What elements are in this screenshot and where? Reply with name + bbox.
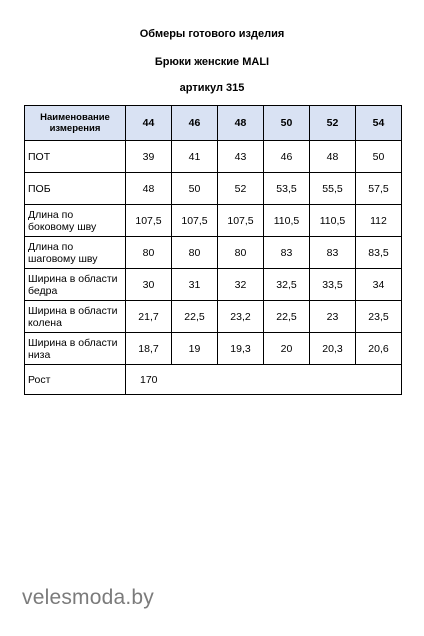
row-value: 19 [172, 333, 218, 365]
header-size: 52 [310, 106, 356, 141]
row-value: 20,6 [356, 333, 402, 365]
product-name: Брюки женские MALI [154, 56, 270, 68]
table-row [25, 269, 402, 301]
row-value: 50 [172, 173, 218, 205]
row-value: 23,2 [218, 301, 264, 333]
row-value: 83 [264, 237, 310, 269]
header-size: 44 [126, 106, 172, 141]
row-measurement-name: Рост [25, 365, 126, 395]
article-number: артикул 315 [179, 82, 245, 94]
row-value: 32,5 [264, 269, 310, 301]
row-measurement-name: Длина по боковому шву [25, 205, 126, 237]
row-measurement-name: Ширина в области бедра [25, 269, 126, 301]
row-measurement-name: ПОБ [25, 173, 126, 205]
row-value: 107,5 [172, 205, 218, 237]
table-row-height [25, 365, 402, 395]
row-value: 83,5 [356, 237, 402, 269]
row-value: 32 [218, 269, 264, 301]
table-row [25, 333, 402, 365]
row-measurement-name: ПОТ [25, 141, 126, 173]
row-value: 18,7 [126, 333, 172, 365]
measurements-table [24, 105, 402, 395]
row-measurement-name: Ширина в области низа [25, 333, 126, 365]
row-value: 52 [218, 173, 264, 205]
table-row [25, 205, 402, 237]
row-value: 22,5 [264, 301, 310, 333]
row-value: 33,5 [310, 269, 356, 301]
row-value: 112 [356, 205, 402, 237]
row-value: 23 [310, 301, 356, 333]
row-value: 107,5 [218, 205, 264, 237]
row-value: 48 [126, 173, 172, 205]
row-value: 110,5 [310, 205, 356, 237]
height-value: 170 [126, 365, 402, 395]
table-row [25, 173, 402, 205]
row-value: 30 [126, 269, 172, 301]
row-value: 110,5 [264, 205, 310, 237]
table-row [25, 237, 402, 269]
row-value: 48 [310, 141, 356, 173]
row-value: 34 [356, 269, 402, 301]
header-size: 46 [172, 106, 218, 141]
row-value: 83 [310, 237, 356, 269]
row-value: 20 [264, 333, 310, 365]
header-measurement-name: Наименование измерения [25, 106, 126, 141]
table-header-row [25, 106, 402, 141]
row-value: 80 [172, 237, 218, 269]
row-value: 107,5 [126, 205, 172, 237]
row-value: 22,5 [172, 301, 218, 333]
header-size: 50 [264, 106, 310, 141]
row-measurement-name: Ширина в области колена [25, 301, 126, 333]
row-value: 21,7 [126, 301, 172, 333]
row-value: 43 [218, 141, 264, 173]
row-value: 19,3 [218, 333, 264, 365]
header-size: 54 [356, 106, 402, 141]
row-value: 46 [264, 141, 310, 173]
row-value: 41 [172, 141, 218, 173]
row-value: 31 [172, 269, 218, 301]
table-row [25, 301, 402, 333]
row-value: 20,3 [310, 333, 356, 365]
row-measurement-name: Длина по шаговому шву [25, 237, 126, 269]
row-value: 80 [218, 237, 264, 269]
row-value: 55,5 [310, 173, 356, 205]
row-value: 57,5 [356, 173, 402, 205]
row-value: 23,5 [356, 301, 402, 333]
table-row [25, 141, 402, 173]
row-value: 50 [356, 141, 402, 173]
site-watermark: velesmoda.by [22, 586, 154, 609]
row-value: 80 [126, 237, 172, 269]
header-size: 48 [218, 106, 264, 141]
doc-title: Обмеры готового изделия [139, 28, 285, 40]
row-value: 53,5 [264, 173, 310, 205]
row-value: 39 [126, 141, 172, 173]
